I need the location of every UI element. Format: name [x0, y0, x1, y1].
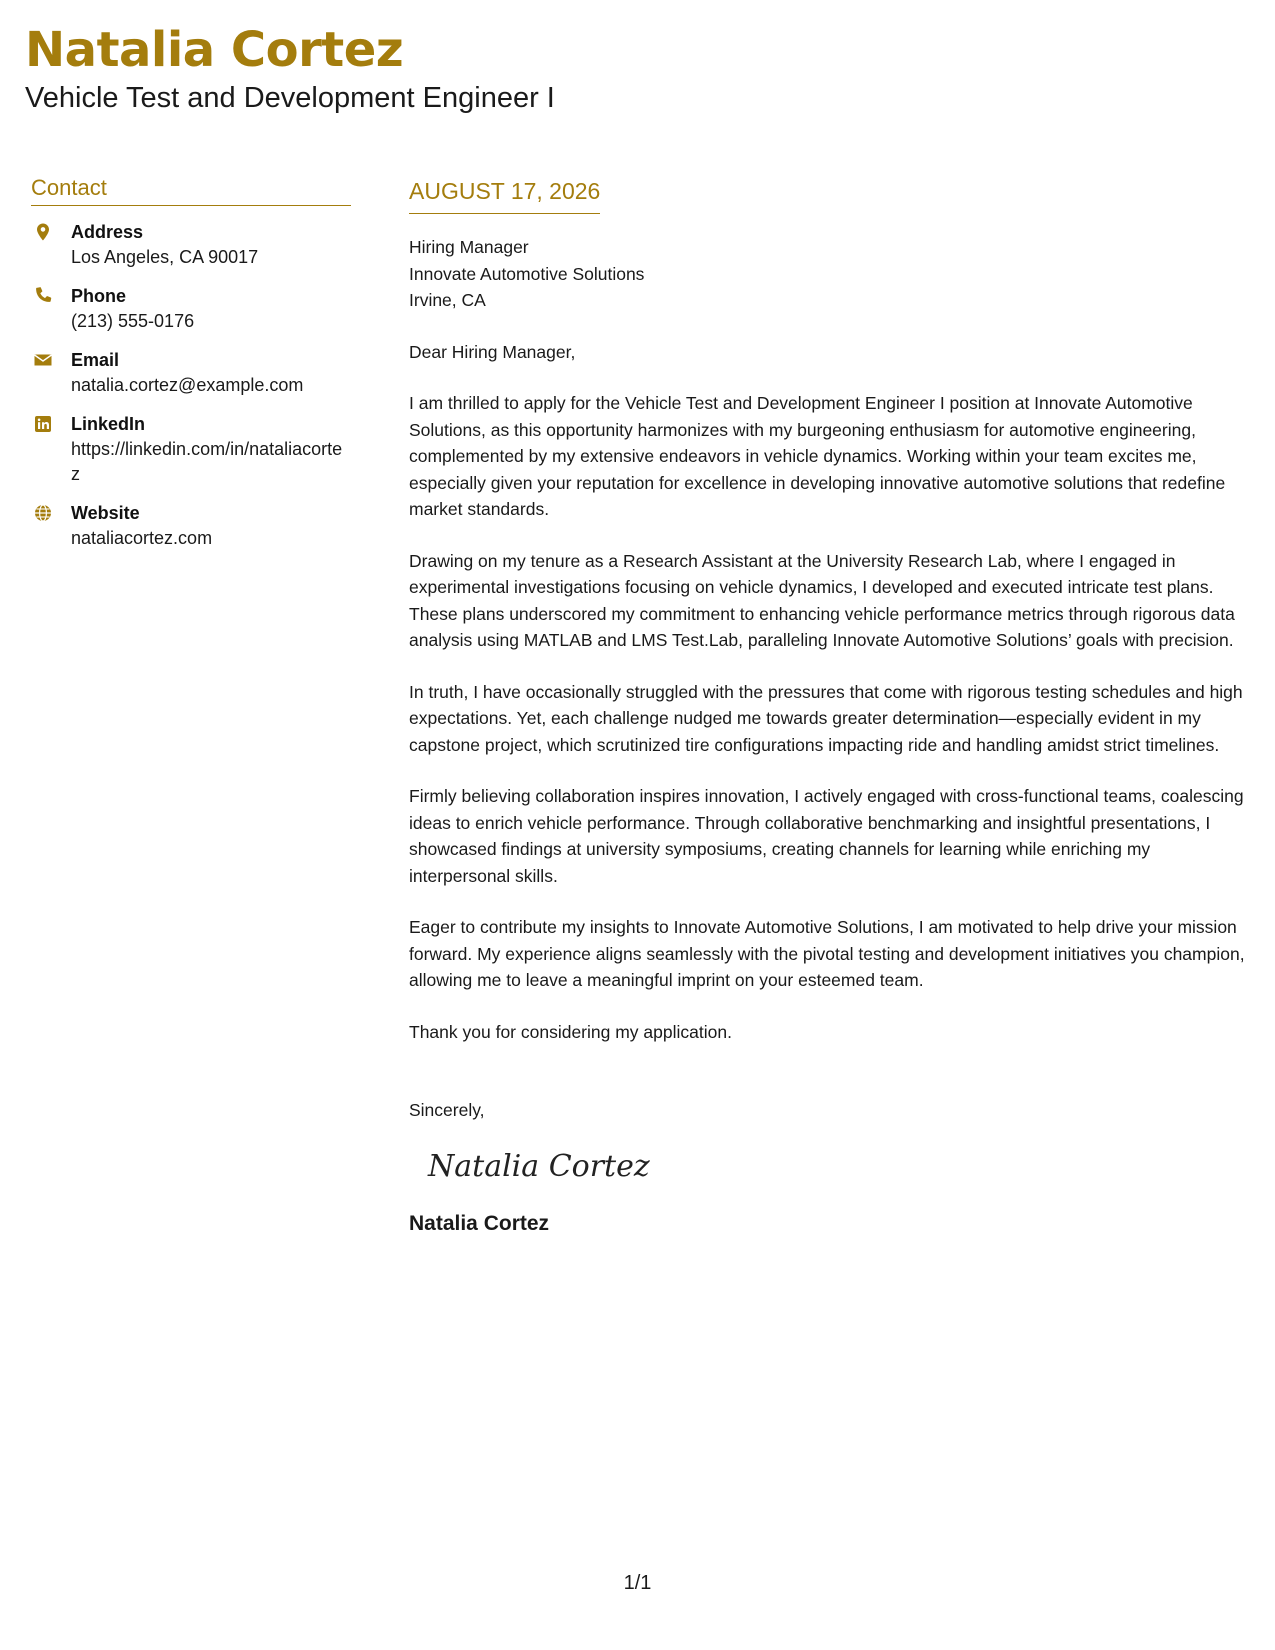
contact-label: Phone: [71, 286, 127, 306]
contact-label: Address: [71, 222, 144, 242]
letter-paragraph: I am thrilled to apply for the Vehicle Test and Development Engineer I position at Innovate Automotive Solutions, as this opportunity harmonizes with my burgeoning enthusiasm for automotive engineering, complemented by my extensive endeavors in vehicle dynamics. Working within your team excites me, especially given your reputation for excellence in developing innovative automotive solutions that redefine market standards.: [409, 393, 1226, 519]
contact-label: Website: [71, 503, 140, 523]
contact-website: [31, 501, 351, 551]
recipient-block: [409, 234, 1249, 314]
linkedin-value[interactable]: https://linkedin.com/in/nataliacortez: [71, 439, 343, 484]
recipient-location: Irvine, CA: [409, 290, 486, 310]
contact-linkedin: [31, 412, 351, 487]
letter-paragraph: Eager to contribute my insights to Innovate Automotive Solutions, I am motivated to help drive your mission forward. My experience aligns seamlessly with the pivotal testing and development initiatives you champion, allowing me to leave a meaningful imprint on your esteemed team.: [409, 917, 1245, 990]
contact-email: [31, 348, 351, 398]
applicant-name: Natalia Cortez: [25, 22, 404, 78]
letter-paragraph: Thank you for considering my application.: [409, 1021, 732, 1042]
letter-paragraph: Firmly believing collaboration inspires innovation, I actively engaged with cross-functional teams, coalescing ideas to enrich vehicle performance. Through collaborative benchmarking and insightful presentations, I showcased findings at university symposiums, creating channels for learning while enriching my interpersonal skills.: [409, 786, 1244, 886]
signed-name: Natalia Cortez: [409, 1211, 550, 1235]
phone-icon: [33, 286, 53, 306]
address-value: Los Angeles, CA 90017: [71, 247, 259, 267]
website-value[interactable]: nataliacortez.com: [71, 528, 213, 548]
handwritten-signature: [424, 1144, 664, 1188]
contact-address: [31, 220, 351, 270]
globe-icon: [33, 503, 53, 523]
linkedin-icon: [33, 414, 53, 434]
letter-body: [409, 178, 1249, 1236]
job-title: Vehicle Test and Development Engineer I: [25, 82, 555, 114]
contact-phone: [31, 284, 351, 334]
page-number: 1/1: [623, 1572, 652, 1594]
closing: Sincerely,: [409, 1100, 485, 1120]
recipient-name: Hiring Manager: [409, 237, 529, 257]
signature-text: Natalia Cortez: [428, 1148, 650, 1184]
phone-value: (213) 555-0176: [71, 311, 195, 331]
email-icon: [33, 350, 53, 370]
letter-paragraph: In truth, I have occasionally struggled with the pressures that come with rigorous testing schedules and high expectations. Yet, each challenge nudged me towards greater determination—especially evident in my capstone project, which scrutinized tire configurations impacting ride and handling amidst strict timelines.: [409, 681, 1243, 755]
email-value[interactable]: natalia.cortez@example.com: [71, 375, 304, 395]
letter-date: AUGUST 17, 2026: [409, 178, 600, 214]
contact-heading: Contact: [31, 175, 351, 206]
recipient-company: Innovate Automotive Solutions: [409, 263, 645, 284]
contact-label: LinkedIn: [71, 414, 146, 434]
letter-paragraph: Drawing on my tenure as a Research Assistant at the University Research Lab, where I engaged in experimental investigations focusing on vehicle dynamics, I developed and executed intricate test plans. These plans underscored my commitment to enhancing vehicle performance metrics through rigorous data analysis using MATLAB and LMS Test.Lab, paralleling Innovate Automotive Solutions’ goals with precision.: [409, 550, 1235, 650]
location-pin-icon: [33, 222, 53, 242]
salutation: Dear Hiring Manager,: [409, 341, 576, 362]
contact-sidebar: [31, 175, 351, 565]
contact-label: Email: [71, 350, 120, 370]
